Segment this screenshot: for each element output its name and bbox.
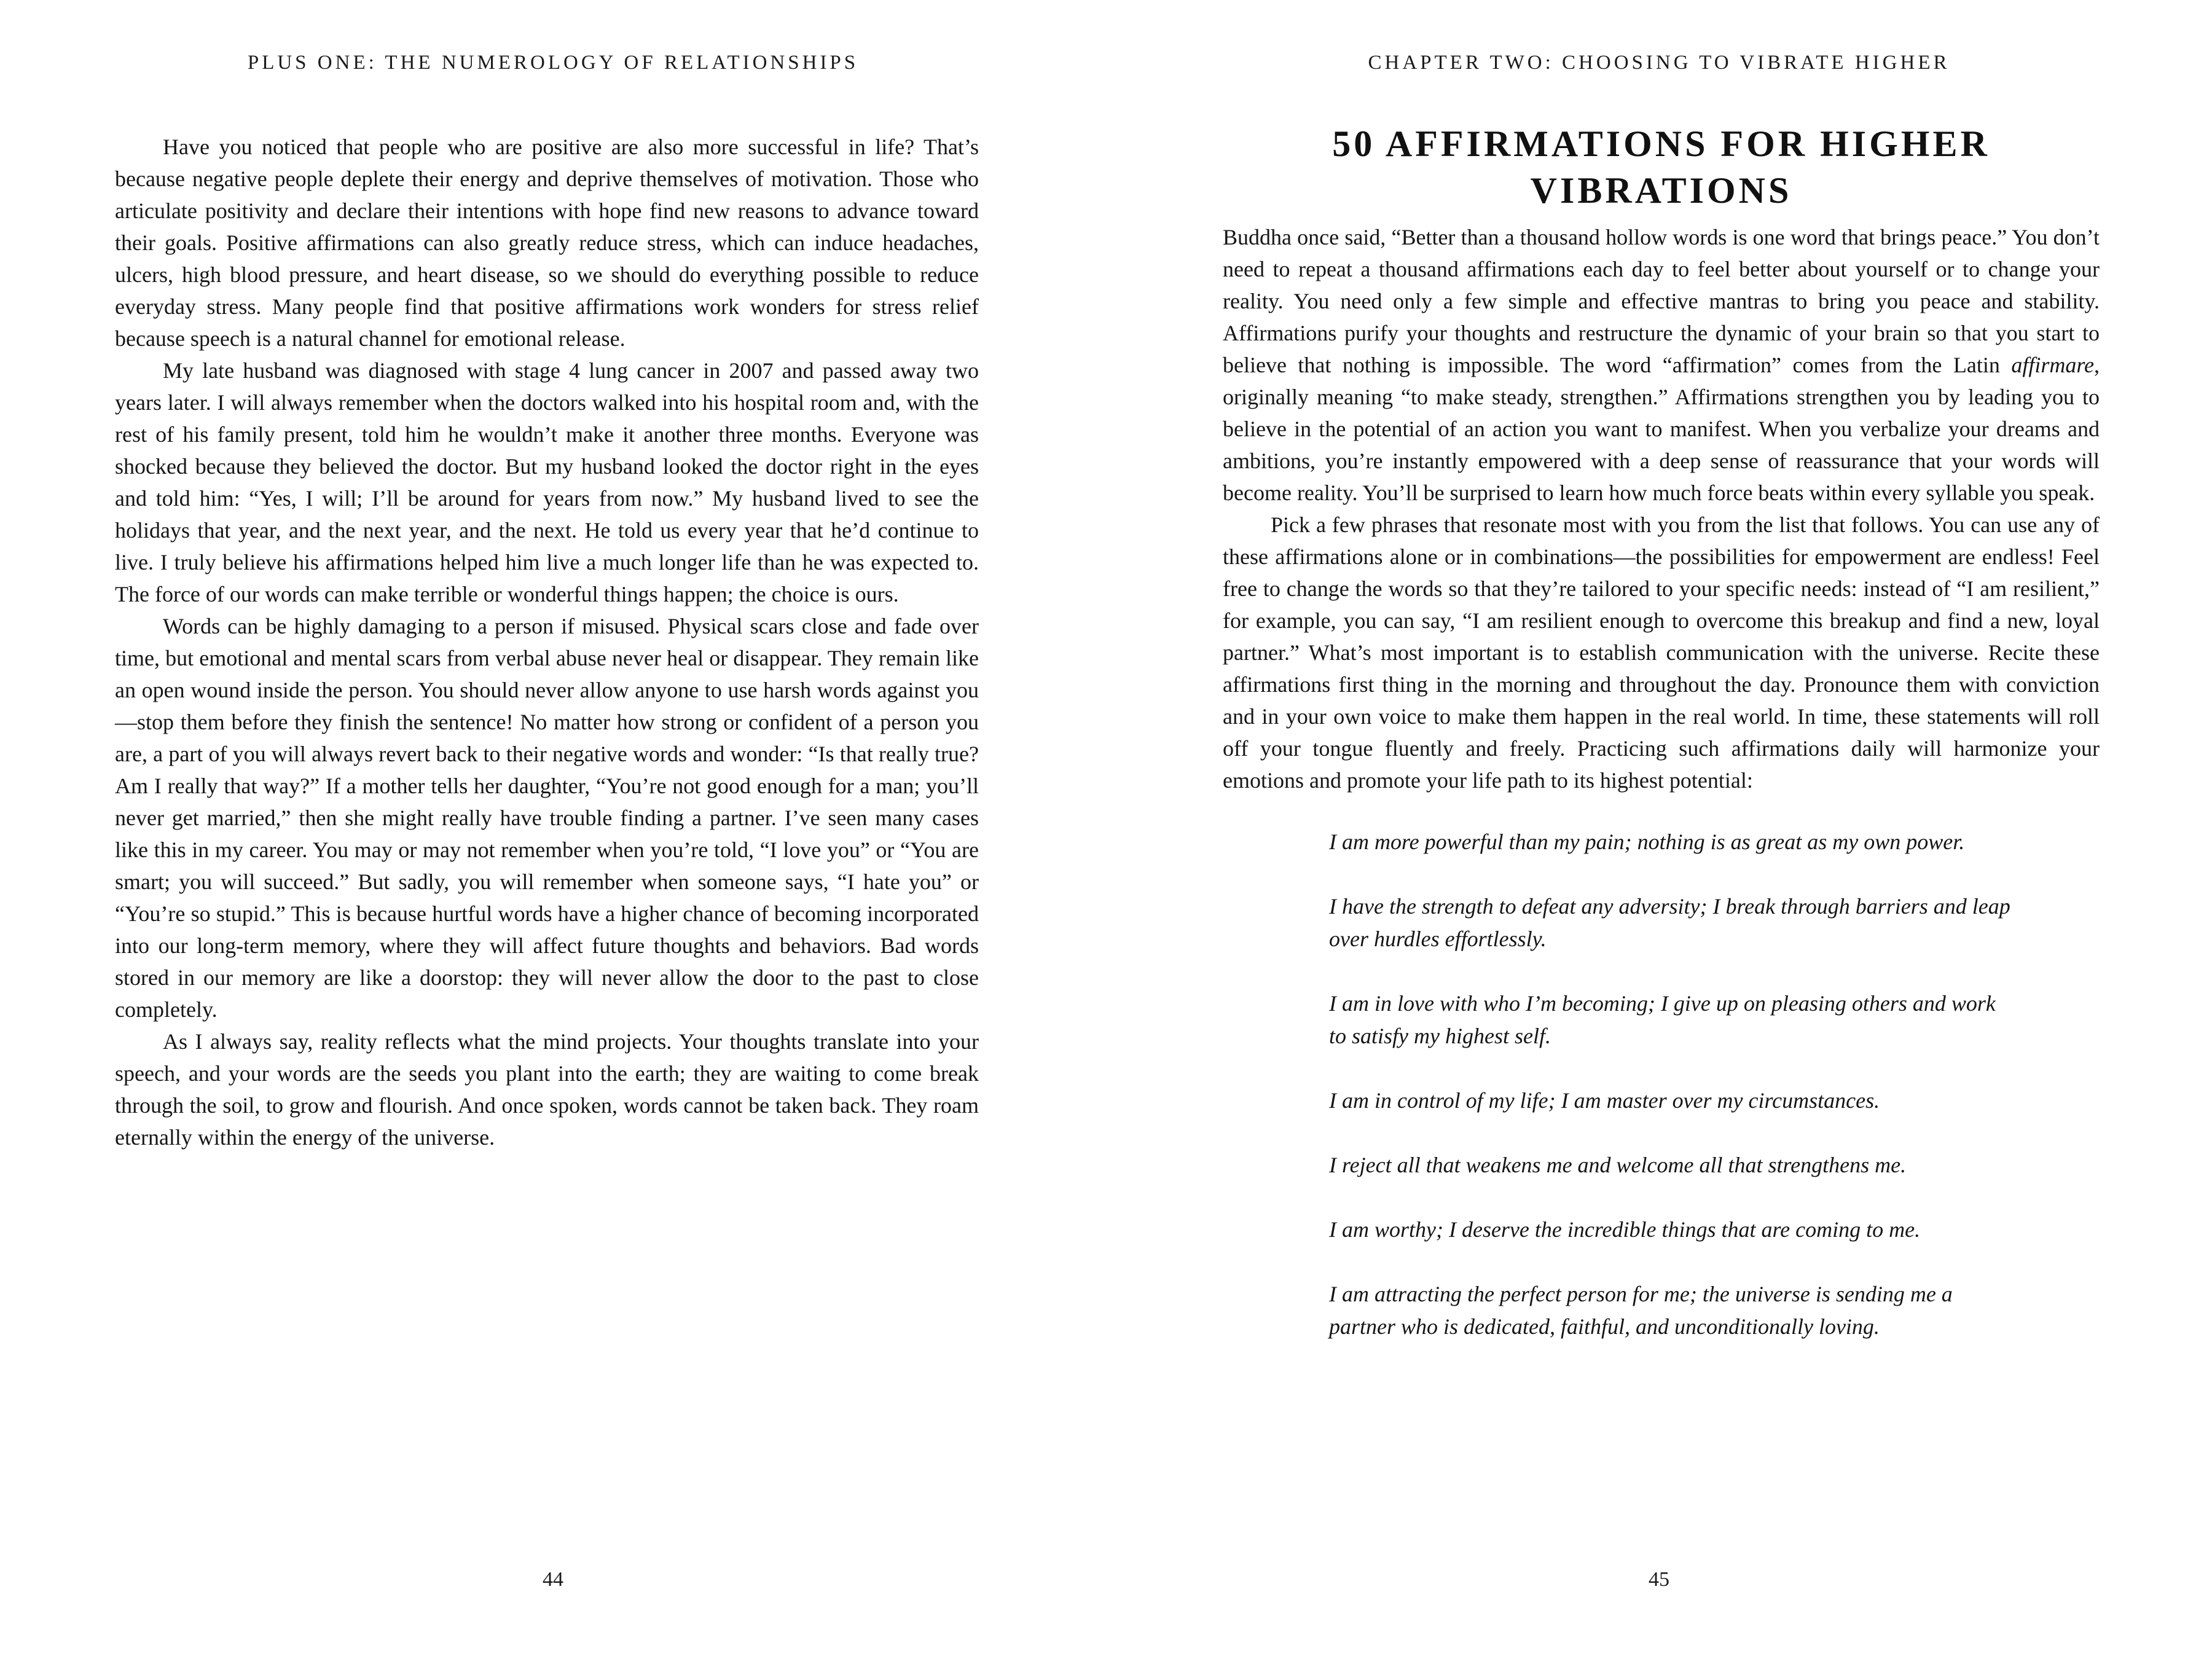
affirmation-item-3: I am in love with who I’m becoming; I give up on pleasing others and work to satisfy my highest self.: [1329, 991, 1996, 1048]
chapter-section-title: [1223, 120, 2100, 214]
right-page-number: 45: [1649, 1568, 1669, 1591]
right-paragraph-1-after: , originally meaning “to make steady, strengthen.” Affirmations strengthen you by leading you to believe in the potential of an action you want to manifest. When you verbalize your dreams and ambitions, you’re instantly empowered with a deep sense of reassurance that your words will become reality. You’ll be surprised to learn how much force beats within every syllable you speak.: [1223, 353, 2100, 505]
right-text-column: [1223, 221, 2100, 1343]
left-running-header: PLUS ONE: THE NUMEROLOGY OF RELATIONSHIPS: [247, 52, 859, 74]
right-running-header: CHAPTER TWO: CHOOSING TO VIBRATE HIGHER: [1368, 52, 1950, 74]
right-paragraph-2: Pick a few phrases that resonate most with you from the list that follows. You can use any of these affirmations alone or in combinations—the possibilities for empowerment are endless! Feel free to change the words so that they’re tailored to your specific needs: instead of “I am resilient,” for example, you can say, “I am resilient enough to overcome this breakup and find a new, loyal partner.” What’s most important is to establish communication with the universe. Recite these affirmations first thing in the morning and throughout the day. Pronounce them with conviction and in your own voice to make them happen in the real world. In time, these statements will roll off your tongue fluently and freely. Practicing such affirmations daily will harmonize your emotions and promote your life path to its highest potential:: [1223, 512, 2100, 793]
chapter-section-title-line1: 50 AFFIRMATIONS FOR HIGHER: [1332, 124, 1990, 164]
right-paragraph-1: [1223, 221, 2100, 509]
affirmation-item-1: I am more powerful than my pain; nothing is as great as my own power.: [1329, 830, 1965, 854]
left-page-number: 44: [543, 1568, 563, 1591]
affirmation-item-4: I am in control of my life; I am master over my circumstances.: [1329, 1088, 1880, 1113]
affirmation-item-7: I am attracting the perfect person for me; the universe is sending me a partner who is dedicated, faithful, and unconditionally loving.: [1329, 1282, 1953, 1339]
left-paragraph-1: Have you noticed that people who are positive are also more successful in life? That’s because negative people deplete their energy and deprive themselves of motivation. Those who articulate positivity and declare their intentions with hope find new reasons to advance toward their goals. Positive affirmations can also greatly reduce stress, which can induce headaches, ulcers, high blood pressure, and heart disease, so we should do everything possible to reduce everyday stress. Many people find that positive affirmations work wonders for stress relief because speech is a natural channel for emotional release.: [115, 135, 979, 351]
affirmation-item-6: I am worthy; I deserve the incredible things that are coming to me.: [1329, 1217, 1921, 1242]
left-text-column: [115, 131, 979, 1153]
affirmation-list: [1329, 826, 2014, 1343]
right-paragraph-1-before: Buddha once said, “Better than a thousand hollow words is one word that brings peace.” You don’t need to repeat a thousand affirmations each day to feel better about yourself or to change your reality. You need only a few simple and effective mantras to bring you peace and stability. Affirmations purify your thoughts and restructure the dynamic of your brain so that you start to believe that nothing is impossible. The word “affirmation” comes from the Latin: [1223, 225, 2100, 377]
right-page: [1106, 0, 2212, 1659]
left-paragraph-4: As I always say, reality reflects what the mind projects. Your thoughts translate into your speech, and your words are the seeds you plant into the earth; they are waiting to come break through the soil, to grow and flourish. And once spoken, words cannot be taken back. They roam eternally within the energy of the universe.: [115, 1029, 979, 1150]
left-paragraph-3: Words can be highly damaging to a person if misused. Physical scars close and fade over time, but emotional and mental scars from verbal abuse never heal or disappear. They remain like an open wound inside the person. You should never allow anyone to use harsh words against you—stop them before they finish the sentence! No matter how strong or confident of a person you are, a part of you will always revert back to their negative words and wonder: “Is that really true? Am I really that way?” If a mother tells her daughter, “You’re not good enough for a man; you’ll never get married,” then she might really have trouble finding a partner. I’ve seen many cases like this in my career. You may or may not remember when you’re told, “I love you” or “You are smart; you will succeed.” But sadly, you will remember when someone says, “I hate you” or “You’re so stupid.” This is because hurtful words have a higher chance of becoming incorporated into our long-term memory, where they will affect future thoughts and behaviors. Bad words stored in our memory are like a doorstop: they will never allow the door to the past to close completely.: [115, 614, 979, 1022]
latin-term-affirmare: affirmare: [2011, 353, 2094, 377]
affirmation-item-5: I reject all that weakens me and welcome all that strengthens me.: [1329, 1153, 1907, 1177]
affirmation-item-2: I have the strength to defeat any adversity; I break through barriers and leap over hurdles effortlessly.: [1329, 894, 2010, 951]
left-paragraph-2: My late husband was diagnosed with stage 4 lung cancer in 2007 and passed away two years later. I will always remember when the doctors walked into his hospital room and, with the rest of his family present, told him he wouldn’t make it another three months. Everyone was shocked because they believed the doctor. But my husband looked the doctor right in the eyes and told him: “Yes, I will; I’ll be around for years from now.” My husband lived to see the holidays that year, and the next year, and the next. He told us every year that he’d continue to live. I truly believe his affirmations helped him live a much longer life than he was expected to. The force of our words can make terrible or wonderful things happen; the choice is ours.: [115, 358, 979, 606]
chapter-section-title-line2: VIBRATIONS: [1530, 170, 1792, 211]
